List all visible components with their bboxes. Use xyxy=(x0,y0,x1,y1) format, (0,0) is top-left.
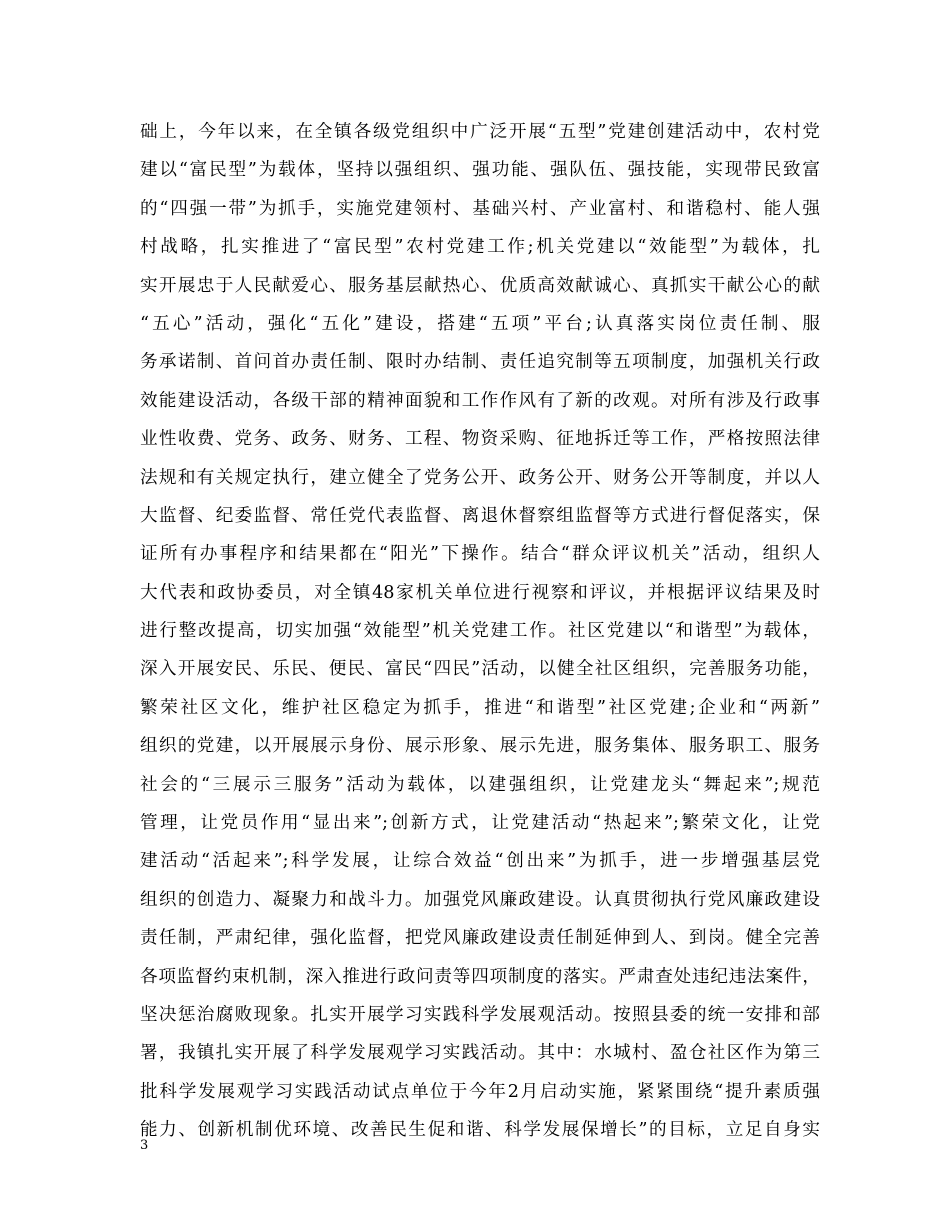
text-line: 实开展忠于人民献爱心、服务基层献热心、优质高效献诚心、真抓实干献公心的献 xyxy=(140,275,820,296)
text-line: 组织的创造力、凝聚力和战斗力。加强党风廉政建设。认真贯彻执行党风廉政建设 xyxy=(140,889,820,910)
text-line: 社会的“三展示三服务”活动为载体，以建强组织，让党建龙头“舞起来”;规范 xyxy=(140,774,820,795)
text-line: 大代表和政协委员，对全镇48家机关单位进行视察和评议，并根据评议结果及时 xyxy=(140,582,820,603)
text-line: 署，我镇扎实开展了科学发展观学习实践活动。其中：水城村、盈仓社区作为第三 xyxy=(140,1043,820,1064)
text-line: 坚决惩治腐败现象。扎实开展学习实践科学发展观活动。按照县委的统一安排和部 xyxy=(140,1004,820,1025)
body-text xyxy=(140,113,820,1150)
text-line: “五心”活动，强化“五化”建设，搭建“五项”平台;认真落实岗位责任制、服 xyxy=(140,313,820,334)
text-line: 各项监督约束机制，深入推进行政问责等四项制度的落实。严肃查处违纪违法案件， xyxy=(140,966,820,987)
text-line: 业性收费、党务、政务、财务、工程、物资采购、征地拆迁等工作，严格按照法律 xyxy=(140,429,820,450)
text-line: 村战略，扎实推进了“富民型”农村党建工作;机关党建以“效能型”为载体，扎 xyxy=(140,237,820,258)
text-line: 建活动“活起来”;科学发展，让综合效益“创出来”为抓手，进一步增强基层党 xyxy=(140,851,820,872)
text-line: 效能建设活动，各级干部的精神面貌和工作作风有了新的改观。对所有涉及行政事 xyxy=(140,390,820,411)
text-line: 础上，今年以来，在全镇各级党组织中广泛开展“五型”党建创建活动中，农村党 xyxy=(140,122,820,142)
text-line: 建以“富民型”为载体，坚持以强组织、强功能、强队伍、强技能，实现带民致富 xyxy=(140,160,820,181)
text-line: 法规和有关规定执行，建立健全了党务公开、政务公开、财务公开等制度，并以人 xyxy=(140,467,820,488)
text-line: 进行整改提高，切实加强“效能型”机关党建工作。社区党建以“和谐型”为载体， xyxy=(140,621,820,642)
text-line: 证所有办事程序和结果都在“阳光”下操作。结合“群众评议机关”活动，组织人 xyxy=(140,544,820,565)
text-line: 责任制，严肃纪律，强化监督，把党风廉政建设责任制延伸到人、到岗。健全完善 xyxy=(140,928,820,949)
page-number: 3 xyxy=(140,1138,149,1153)
text-line: 大监督、纪委监督、常任党代表监督、离退休督察组监督等方式进行督促落实，保 xyxy=(140,505,820,526)
text-line: 管理，让党员作用“显出来”;创新方式，让党建活动“热起来”;繁荣文化，让党 xyxy=(140,813,820,834)
text-line: 繁荣社区文化，维护社区稳定为抓手，推进“和谐型”社区党建;企业和“两新” xyxy=(140,697,820,718)
text-line: 能力、创新机制优环境、改善民生促和谐、科学发展保增长”的目标，立足自身实 xyxy=(140,1120,820,1141)
text-line: 组织的党建，以开展展示身份、展示形象、展示先进，服务集体、服务职工、服务 xyxy=(140,736,820,757)
text-line: 批科学发展观学习实践活动试点单位于今年2月启动实施，紧紧围绕“提升素质强 xyxy=(140,1081,820,1102)
text-line: 深入开展安民、乐民、便民、富民“四民”活动，以健全社区组织，完善服务功能， xyxy=(140,659,820,680)
text-line: 的“四强一带”为抓手，实施党建领村、基础兴村、产业富村、和谐稳村、能人强 xyxy=(140,198,820,219)
text-line: 务承诺制、首问首办责任制、限时办结制、责任追究制等五项制度，加强机关行政 xyxy=(140,352,820,373)
